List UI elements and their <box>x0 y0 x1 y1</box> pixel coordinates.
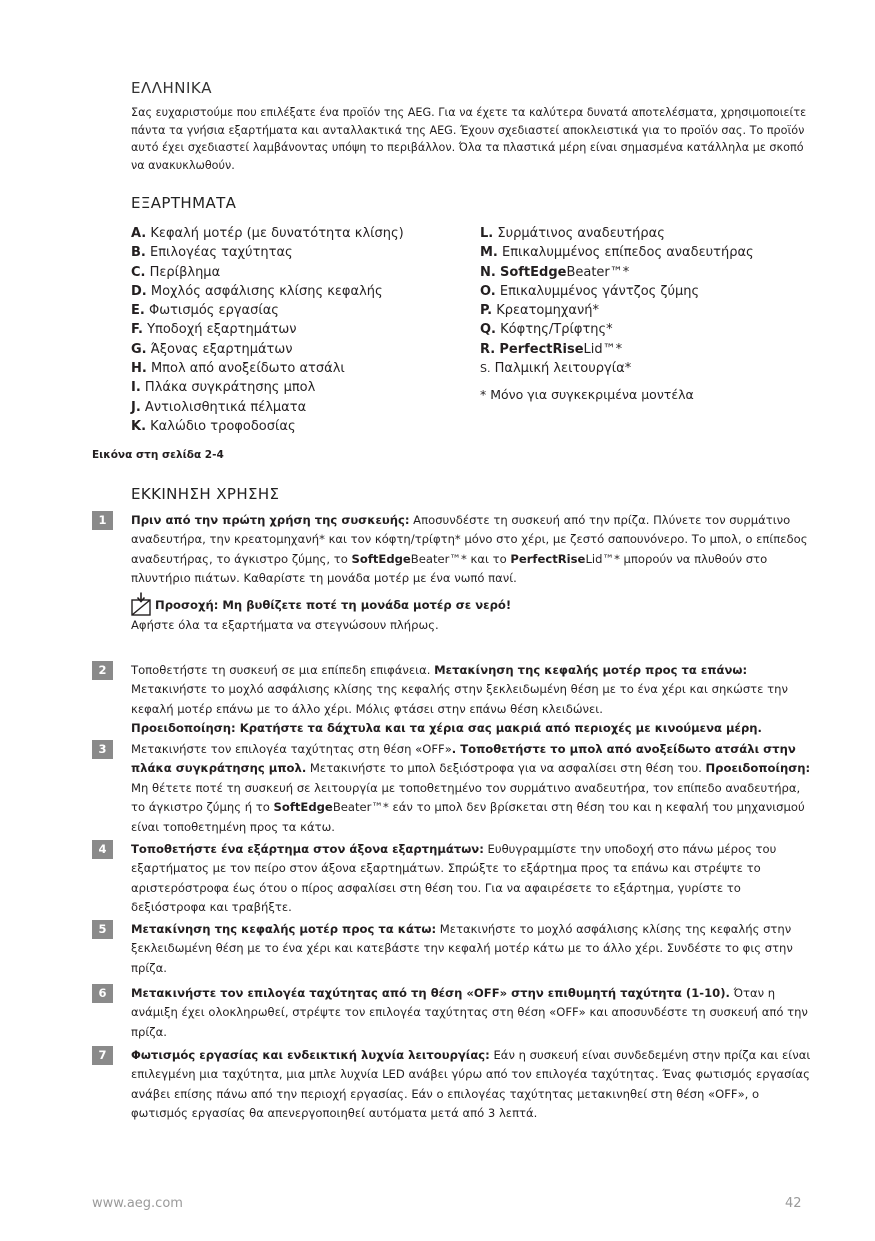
step-text: Μετακινήστε τον επιλογέα ταχύτητας από τη θέση «OFF» στην επιθυμητή ταχύτητα (1-10). Όταν η ανάμιξη έχει ολοκληρωθεί, στρέψτε τον επιλογέα ταχύτητας στη θέση «OFF» και αποσυνδέστε τη συσκευή από την πρίζα. <box>131 986 808 1039</box>
models-footnote: * Μόνο για συγκεκριμένα μοντέλα <box>480 387 694 402</box>
list-item: L. Συρμάτινος αναδευτήρας <box>480 226 665 241</box>
step-5 <box>92 920 812 978</box>
accessories-list-right <box>480 224 820 378</box>
step-number: 4 <box>92 840 113 859</box>
list-item: A. Κεφαλή μοτέρ (με δυνατότητα κλίσης) <box>131 226 404 241</box>
step-1 <box>92 511 812 635</box>
step-text: Μετακίνηση της κεφαλής μοτέρ προς τα κάτω: Μετακινήστε το μοχλό ασφάλισης κλίσης της κεφαλής στην ξεκλειδωμένη θέση με το ένα χέρι και κατεβάστε την κεφαλή μοτέρ κάτω με το άλλο χέρι. Συνδέστε το φις στην πρίζα. <box>131 922 793 975</box>
list-item: F. Υποδοχή εξαρτημάτων <box>131 322 297 338</box>
step-text: Τοποθετήστε ένα εξάρτημα στον άξονα εξαρτημάτων: Ευθυγραμμίστε την υποδοχή στο πάνω μέρος του εξαρτήματος με τον πείρο στον άξονα εξαρτημάτων. Σπρώξτε το εξάρτημα προς τα επάνω και στρέψτε το αριστερόστροφα έως ότου ο πίρος ασφαλίσει στη θέση του. Για να αφαιρέσετε το εξάρτημα, γυρίστε το δεξιόστροφα και τραβήξτε. <box>131 842 777 915</box>
list-item: P. Κρεατομηχανή* <box>480 303 599 319</box>
step-number: 6 <box>92 984 113 1003</box>
list-item: S. Παλμική λειτουργία* <box>480 361 632 377</box>
list-item: O. Επικαλυμμένος γάντζος ζύμης <box>480 283 700 299</box>
step-6 <box>92 984 812 1042</box>
step-number: 5 <box>92 920 113 939</box>
list-item: K. Καλώδιο τροφοδοσίας <box>131 418 296 434</box>
accessories-title: ΕΞΑΡΤΗΜΑΤΑ <box>131 194 237 212</box>
intro-paragraph: Σας ευχαριστούμε που επιλέξατε ένα προϊόν της AEG. Για να έχετε τα καλύτερα δυνατά αποτελέσματα, χρησιμοποιείτε πάντα τα γνήσια εξαρτήματα και ανταλλακτικά της AEG. Έχουν σχεδιαστεί αποκλειστικά για το προϊόν σας. Το προϊόν αυτό έχει σχεδιαστεί λαμβάνοντας υπόψη το περιβάλλον. Όλα τα πλαστικά μέρη είναι σημασμένα κατάλληλα με σκοπό να ανακυκλωθούν. <box>131 106 807 172</box>
step-3 <box>92 740 812 837</box>
language-heading: ΕΛΛΗΝΙΚΑ <box>131 79 213 97</box>
step-text: Φωτισμός εργασίας και ενδεικτική λυχνία λειτουργίας: Εάν η συσκευή είναι συνδεδεμένη στην πρίζα και είναι επιλεγμένη μια ταχύτητα, μια μπλε λυχνία LED ανάβει γύρω από τον επιλογέα ταχύτητας. Ένας φωτισμός εργασίας ανάβει επίσης πάνω από την περιοχή εργασίας. Εάν ο επιλογέας ταχύτητας μετακινηθεί στη θέση «OFF», ο φωτισμός εργασίας θα απενεργοποιηθεί αυτόματα μετά από 3 λεπτά. <box>131 1048 811 1121</box>
list-item: J. Αντιολισθητικά πέλματα <box>131 399 307 415</box>
page-number: 42 <box>785 1196 802 1211</box>
warning-line <box>131 592 812 616</box>
getting-started-title: ΕΚΚΙΝΗΣΗ ΧΡΗΣΗΣ <box>131 485 280 503</box>
step-2 <box>92 661 812 739</box>
figure-reference: Εικόνα στη σελίδα 2-4 <box>92 449 224 461</box>
accessories-list-left <box>131 224 461 436</box>
list-item: C. Περίβλημα <box>131 264 221 280</box>
step-7 <box>92 1046 812 1124</box>
warning-text: Προσοχή: Μη βυθίζετε ποτέ τη μονάδα μοτέρ σε νερό! <box>155 598 512 613</box>
footer-website: www.aeg.com <box>92 1196 183 1211</box>
list-item: N. SoftEdgeBeater™* <box>480 264 630 280</box>
list-item: Q. Κόφτης/Τρίφτης* <box>480 322 613 338</box>
list-item: M. Επικαλυμμένος επίπεδος αναδευτήρας <box>480 245 754 261</box>
list-item: D. Μοχλός ασφάλισης κλίσης κεφαλής <box>131 283 383 299</box>
immersion-warning-icon <box>131 592 153 616</box>
list-item: R. PerfectRiseLid™* <box>480 341 623 357</box>
step-4 <box>92 840 812 918</box>
list-item: E. Φωτισμός εργασίας <box>131 303 279 319</box>
list-item: I. Πλάκα συγκράτησης μπολ <box>131 380 316 396</box>
list-item: H. Μπολ από ανοξείδωτο ατσάλι <box>131 361 345 377</box>
step-text: Τοποθετήστε τη συσκευή σε μια επίπεδη επιφάνεια. Μετακίνηση της κεφαλής μοτέρ προς τα επάνω: Μετακινήστε το μοχλό ασφάλισης κλίσης της κεφαλής στην ξεκλειδωμένη θέση με το ένα χέρι και σηκώστε την κεφαλή μοτέρ επάνω με το άλλο χέρι. Μόλις φτάσει στην επάνω θέση κλειδώνει. Προειδοποίηση: Κρατήστε τα δάχτυλα και τα χέρια σας μακριά από περιοχές με κινούμενα μέρη. <box>131 663 788 736</box>
step-number: 1 <box>92 511 113 530</box>
step-note: Αφήστε όλα τα εξαρτήματα να στεγνώσουν πλήρως. <box>131 617 439 632</box>
step-number: 3 <box>92 740 113 759</box>
list-item: G. Άξονας εξαρτημάτων <box>131 341 293 357</box>
step-number: 7 <box>92 1046 113 1065</box>
step-number: 2 <box>92 661 113 680</box>
step-text: Πριν από την πρώτη χρήση της συσκευής: Αποσυνδέστε τη συσκευή από την πρίζα. Πλύνετε τον συρμάτινο αναδευτήρα, την κρεατομηχανή* και τον κόφτη/τρίφτη* μόνο στο χέρι, με ζεστό σαπουνόνερο. Το μπολ, ο επίπεδος αναδευτήρας, το άγκιστρο ζύμης, το SoftEdgeBeater™* και το PerfectRiseLid™* μπορούν να πλυθούν στο πλυντήριο πιάτων. Καθαρίστε τη μονάδα μοτέρ με ένα νωπό πανί. Προσοχή: Μη βυθίζετε ποτέ τη μονάδα μοτέρ σε νερό! Αφήστε όλα τα εξαρτήματα να στεγνώσουν πλήρως. <box>131 511 812 635</box>
step-text: Μετακινήστε τον επιλογέα ταχύτητας στη θέση «OFF». Τοποθετήστε το μπολ από ανοξείδωτο ατσάλι στην πλάκα συγκράτησης μπολ. Μετακινήστε το μπολ δεξιόστροφα για να ασφαλίσει στη θέση του. Προειδοποίηση: Μη θέτετε ποτέ τη συσκευή σε λειτουργία με τοποθετημένο τον συρμάτινο αναδευτήρα, τον επίπεδο αναδευτήρα, το άγκιστρο ζύμης ή το SoftEdgeBeater™* εάν το μπολ δεν βρίσκεται στη θέση του και η κεφαλή του μηχανισμού είναι τοποθετημένη προς τα κάτω. <box>131 742 811 834</box>
list-item: B. Επιλογέας ταχύτητας <box>131 245 293 261</box>
